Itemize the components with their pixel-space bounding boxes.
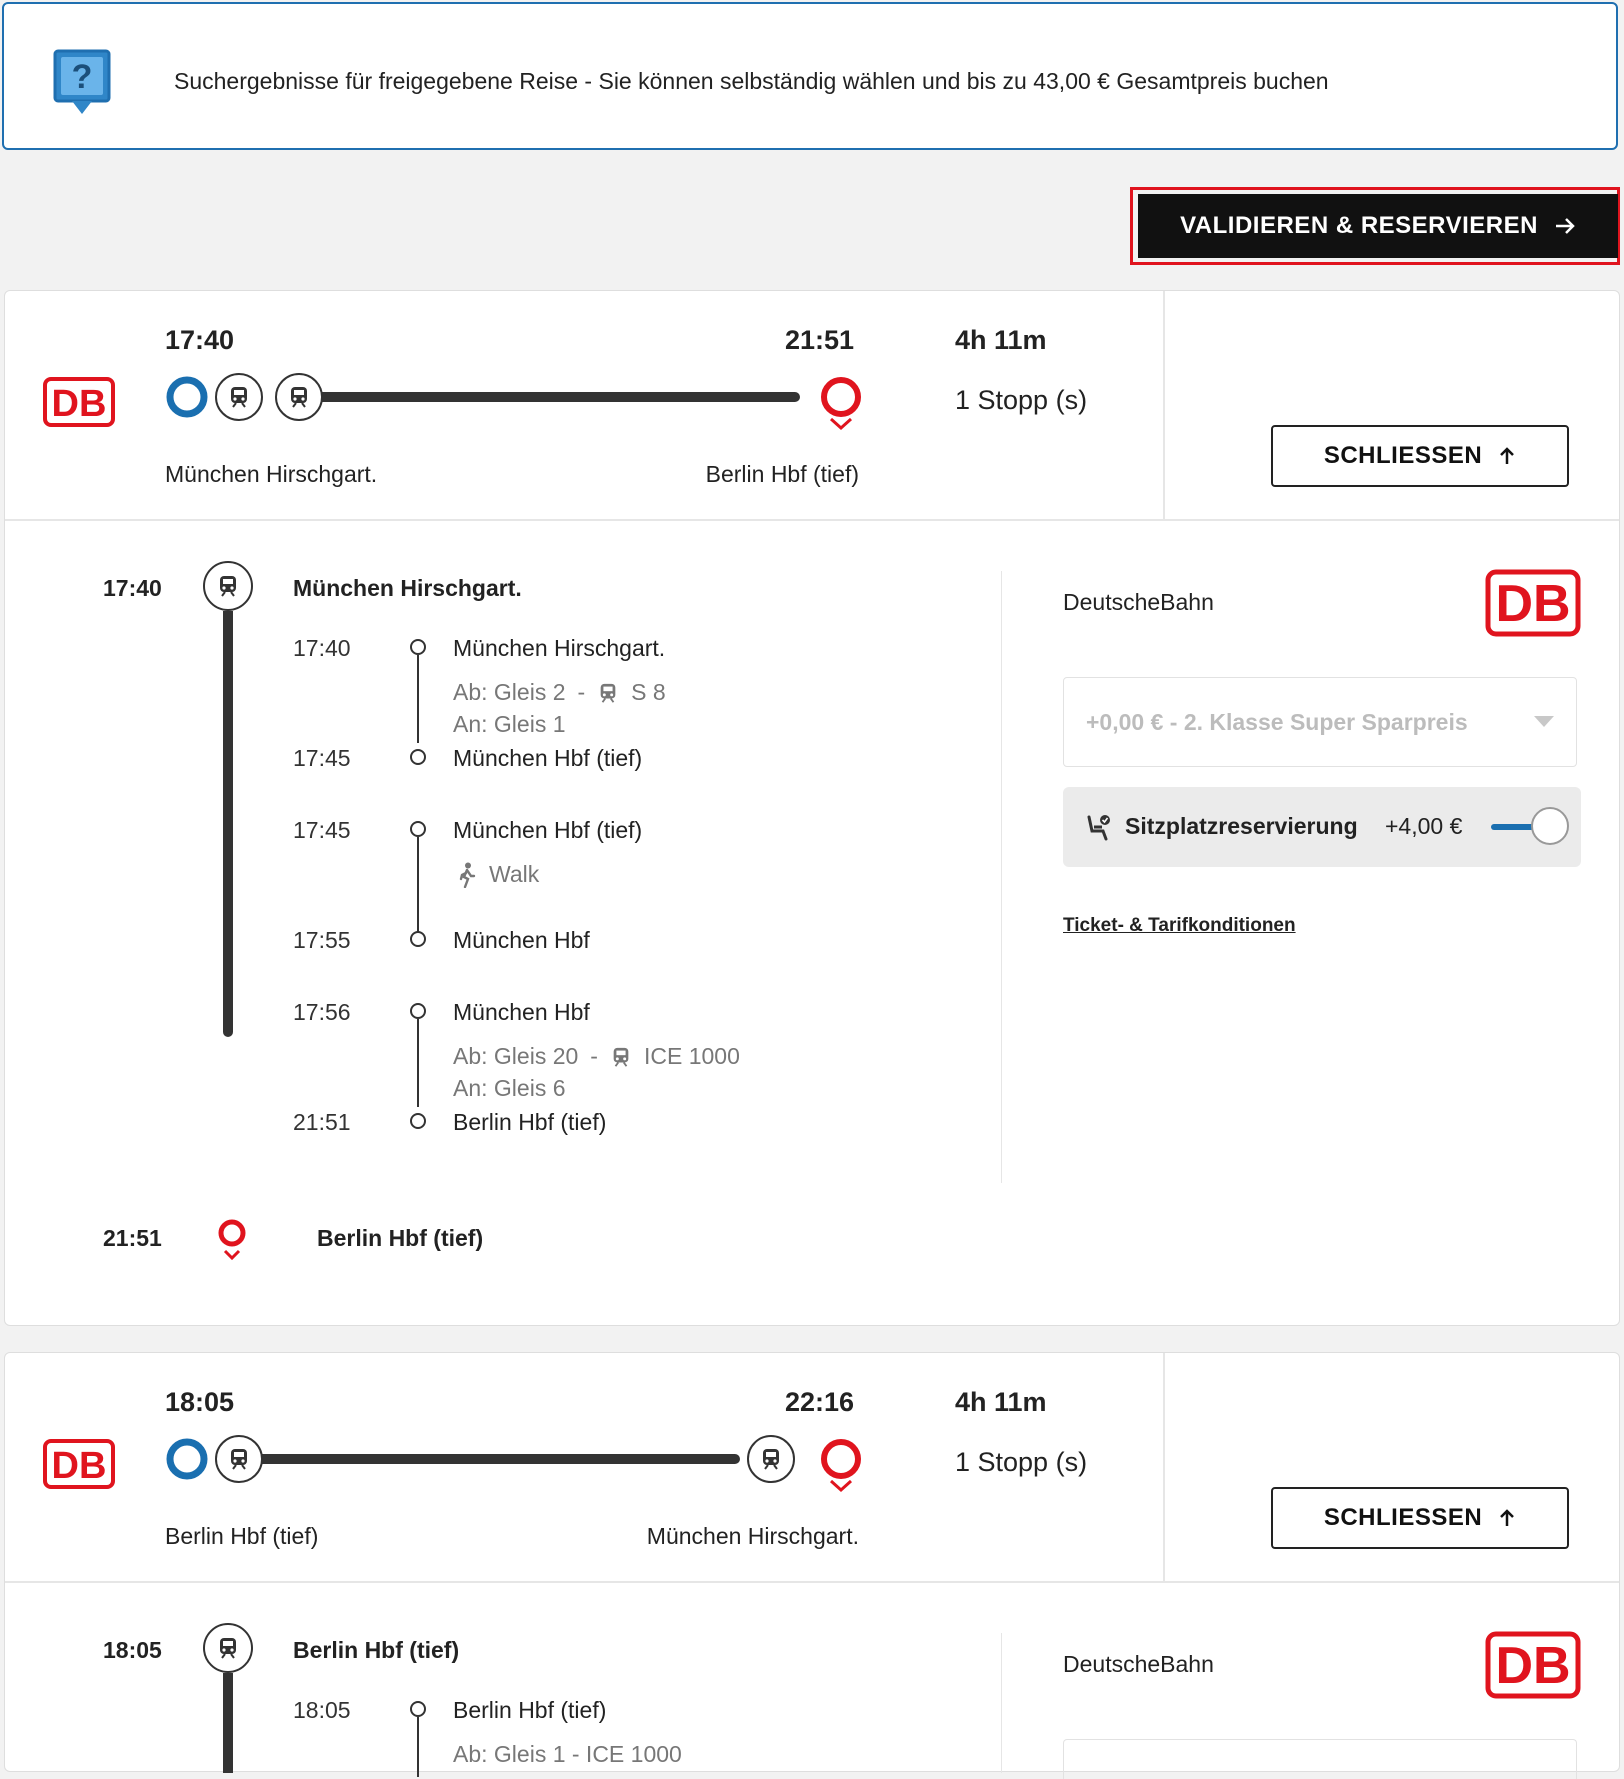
arrive-time: 21:51 (785, 325, 855, 355)
segment-arr-station: Berlin Hbf (tief) (453, 1109, 607, 1135)
close-label: SCHLIESSEN (1323, 442, 1483, 469)
stop-node (410, 821, 426, 837)
detail-start-time: 17:40 (103, 575, 162, 601)
card-header-divider (5, 1581, 1619, 1583)
arrow-right-icon (1554, 216, 1576, 236)
segment-dep-station: München Hirschgart. (453, 635, 666, 661)
segment-dep-info (453, 679, 666, 706)
svg-text:DB: DB (1495, 1637, 1571, 1695)
depart-time: 17:40 (165, 325, 235, 355)
caret-down-icon (1534, 716, 1554, 728)
walk-label: Walk (489, 861, 540, 887)
arrive-time: 22:16 (785, 1387, 855, 1417)
destination-pin-icon (217, 1219, 247, 1261)
depart-time: 18:05 (165, 1387, 235, 1417)
seat-reservation-label: Sitzplatzreservierung (1125, 813, 1358, 839)
line-name: S 8 (631, 679, 666, 705)
segment-line (417, 655, 419, 743)
db-logo-icon (1485, 569, 1581, 637)
segment-dep-station: München Hbf (tief) (453, 817, 643, 843)
walk-info (457, 861, 539, 888)
seat-reservation-row (1063, 787, 1581, 867)
toggle-knob (1531, 807, 1569, 845)
train-icon (610, 1046, 632, 1068)
destination-station: Berlin Hbf (tief) (705, 461, 859, 487)
duration: 4h 11m (955, 325, 1047, 355)
train-icon (275, 373, 323, 421)
detail-end-station: Berlin Hbf (tief) (317, 1225, 484, 1251)
detail-end-time: 21:51 (103, 1225, 162, 1251)
banner-text: Suchergebnisse für freigegebene Reise - Sie können selbständig wählen und bis zu 43,00 € Gesamtpreis buchen (174, 68, 1329, 94)
provider-name: DeutscheBahn (1063, 1651, 1214, 1677)
provider-name: DeutscheBahn (1063, 589, 1214, 615)
segment-arr-time: 17:55 (293, 927, 351, 953)
line-name: ICE 1000 (643, 1043, 740, 1069)
segment-line (417, 1717, 419, 1777)
stop-node (410, 1003, 426, 1019)
validate-reserve-button[interactable] (1138, 194, 1618, 258)
journey-card (4, 1352, 1620, 1772)
segment-line (417, 837, 419, 933)
trip-timeline (223, 611, 233, 1037)
arr-platform: An: Gleis 6 (453, 1075, 566, 1101)
route-line (165, 371, 865, 441)
detail-start-station: München Hirschgart. (293, 575, 522, 601)
trip-timeline (223, 1673, 233, 1773)
stop-node (410, 749, 426, 765)
segment-arr-station: München Hbf (453, 927, 590, 953)
svg-text:?: ? (71, 58, 93, 96)
segment-line (417, 1019, 419, 1107)
segment-dep-time: 17:45 (293, 817, 351, 843)
stops-count: 1 Stopp (s) (955, 1447, 1088, 1477)
close-details-button[interactable] (1271, 1487, 1569, 1549)
segment-dep-time: 17:56 (293, 999, 351, 1025)
seat-reservation-toggle[interactable] (1491, 807, 1573, 847)
dep-platform: Ab: Gleis 2 (453, 679, 566, 705)
origin-station: München Hirschgart. (165, 461, 378, 487)
train-icon (215, 1435, 263, 1483)
fare-selected-value: +0,00 € - 2. Klasse Super Sparpreis (1086, 708, 1468, 735)
detail-start-time: 18:05 (103, 1637, 162, 1663)
train-icon (203, 1623, 253, 1673)
fare-class-select[interactable] (1063, 1739, 1577, 1779)
segment-dep-time: 18:05 (293, 1697, 351, 1723)
detail-divider (1001, 571, 1002, 1183)
destination-station: München Hirschgart. (646, 1523, 859, 1549)
question-bubble-icon (52, 48, 112, 116)
segment-arr-time: 21:51 (293, 1109, 351, 1135)
card-header-divider (5, 519, 1619, 521)
detail-start-station: Berlin Hbf (tief) (293, 1637, 460, 1663)
header-divider (1163, 1353, 1165, 1581)
train-icon (597, 682, 619, 704)
separator: - (577, 679, 586, 705)
segment-dep-info (453, 1043, 740, 1070)
segment-dep-info: Ab: Gleis 1 - ICE 1000 (453, 1741, 682, 1767)
segment-arr-station: München Hbf (tief) (453, 745, 643, 771)
seat-reservation-price: +4,00 € (1385, 813, 1463, 839)
db-logo-icon (43, 377, 115, 427)
dep-platform: Ab: Gleis 20 (453, 1043, 579, 1069)
close-details-button[interactable] (1271, 425, 1569, 487)
train-icon (203, 561, 253, 611)
segment-dep-station: München Hbf (453, 999, 590, 1025)
svg-text:DB: DB (51, 1445, 107, 1487)
validate-reserve-label: VALIDIEREN & RESERVIEREN (1180, 212, 1538, 239)
db-logo-icon (43, 1439, 115, 1489)
journey-card (4, 290, 1620, 1326)
stop-node (410, 931, 426, 947)
svg-text:DB: DB (1495, 575, 1571, 633)
arrow-up-icon (1498, 1508, 1516, 1528)
segment-arr-time: 17:45 (293, 745, 351, 771)
close-label: SCHLIESSEN (1323, 1504, 1483, 1531)
segment-dep-time: 17:40 (293, 635, 351, 661)
stop-node (410, 1701, 426, 1717)
separator: - (590, 1043, 598, 1069)
origin-station: Berlin Hbf (tief) (165, 1523, 319, 1549)
walk-icon (457, 862, 477, 888)
arr-platform: An: Gleis 1 (453, 711, 566, 737)
duration: 4h 11m (955, 1387, 1047, 1417)
detail-divider (1001, 1633, 1002, 1773)
train-icon (747, 1435, 795, 1483)
segment-dep-station: Berlin Hbf (tief) (453, 1697, 607, 1723)
header-divider (1163, 291, 1165, 519)
info-banner (2, 2, 1618, 150)
stop-node (410, 1113, 426, 1129)
stops-count: 1 Stopp (s) (955, 385, 1088, 415)
ticket-conditions-link[interactable]: Ticket- & Tarifkonditionen (1063, 915, 1296, 936)
train-icon (215, 373, 263, 421)
svg-text:DB: DB (51, 383, 107, 425)
fare-class-select[interactable] (1063, 677, 1577, 767)
stop-node (410, 639, 426, 655)
seat-icon (1085, 813, 1113, 841)
db-logo-icon (1485, 1631, 1581, 1699)
arrow-up-icon (1498, 446, 1516, 466)
